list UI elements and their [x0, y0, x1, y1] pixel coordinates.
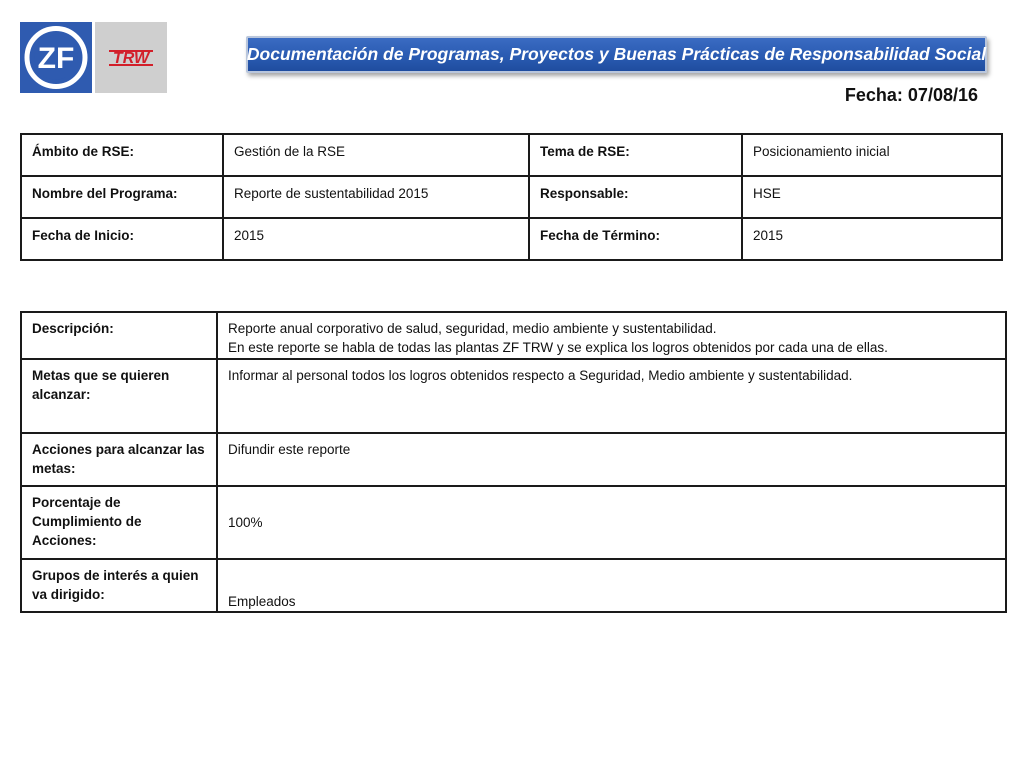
table-row: [21, 359, 1006, 433]
descripcion-line-1: Reporte anual corporativo de salud, seguridad, medio ambiente y sustentabilidad.: [228, 321, 717, 336]
table-row: [21, 433, 1006, 486]
ambito-value: Gestión de la RSE: [223, 134, 529, 176]
table-row: [21, 218, 1002, 260]
inicio-value: 2015: [223, 218, 529, 260]
metas-label: Metas que se quieren alcanzar:: [21, 359, 217, 433]
table-row: [21, 486, 1006, 559]
zf-logo-text: ZF: [37, 42, 75, 75]
trw-logo: [95, 22, 167, 93]
descripcion-value: [217, 312, 1006, 359]
metas-value: Informar al personal todos los logros obtenidos respecto a Seguridad, Medio ambiente y sustentabilidad.: [217, 359, 1006, 433]
table-row: [21, 312, 1006, 359]
acciones-label: Acciones para alcanzar las metas:: [21, 433, 217, 486]
porcentaje-value: 100%: [217, 486, 1006, 559]
descripcion-line-2: En este reporte se habla de todas las plantas ZF TRW y se explica los logros obtenidos por cada una de ellas.: [228, 340, 888, 355]
descripcion-label: Descripción:: [21, 312, 217, 359]
document-title-banner: [246, 36, 987, 73]
program-detail-table: [20, 311, 1007, 613]
programa-label: Nombre del Programa:: [21, 176, 223, 218]
inicio-label: Fecha de Inicio:: [21, 218, 223, 260]
termino-value: 2015: [742, 218, 1002, 260]
program-info-table: [20, 133, 1003, 261]
zf-logo-icon: [20, 22, 92, 93]
grupos-label: Grupos de interés a quien va dirigido:: [21, 559, 217, 612]
ambito-label: Ámbito de RSE:: [21, 134, 223, 176]
document-title: Documentación de Programas, Proyectos y Buenas Prácticas de Responsabilidad Social: [246, 44, 987, 64]
table-row: [21, 176, 1002, 218]
trw-logo-icon: [95, 22, 167, 93]
programa-value: Reporte de sustentabilidad 2015: [223, 176, 529, 218]
porcentaje-label: Porcentaje de Cumplimiento de Acciones:: [21, 486, 217, 559]
trw-logo-text: TRW: [112, 50, 150, 67]
tema-value: Posicionamiento inicial: [742, 134, 1002, 176]
document-date: Fecha: 07/08/16: [844, 85, 978, 105]
responsable-label: Responsable:: [529, 176, 742, 218]
table-row: [21, 134, 1002, 176]
table-row: [21, 559, 1006, 612]
tema-label: Tema de RSE:: [529, 134, 742, 176]
acciones-value: Difundir este reporte: [217, 433, 1006, 486]
zf-logo: [20, 22, 92, 93]
responsable-value: HSE: [742, 176, 1002, 218]
grupos-value: Empleados: [217, 559, 1006, 612]
termino-label: Fecha de Término:: [529, 218, 742, 260]
